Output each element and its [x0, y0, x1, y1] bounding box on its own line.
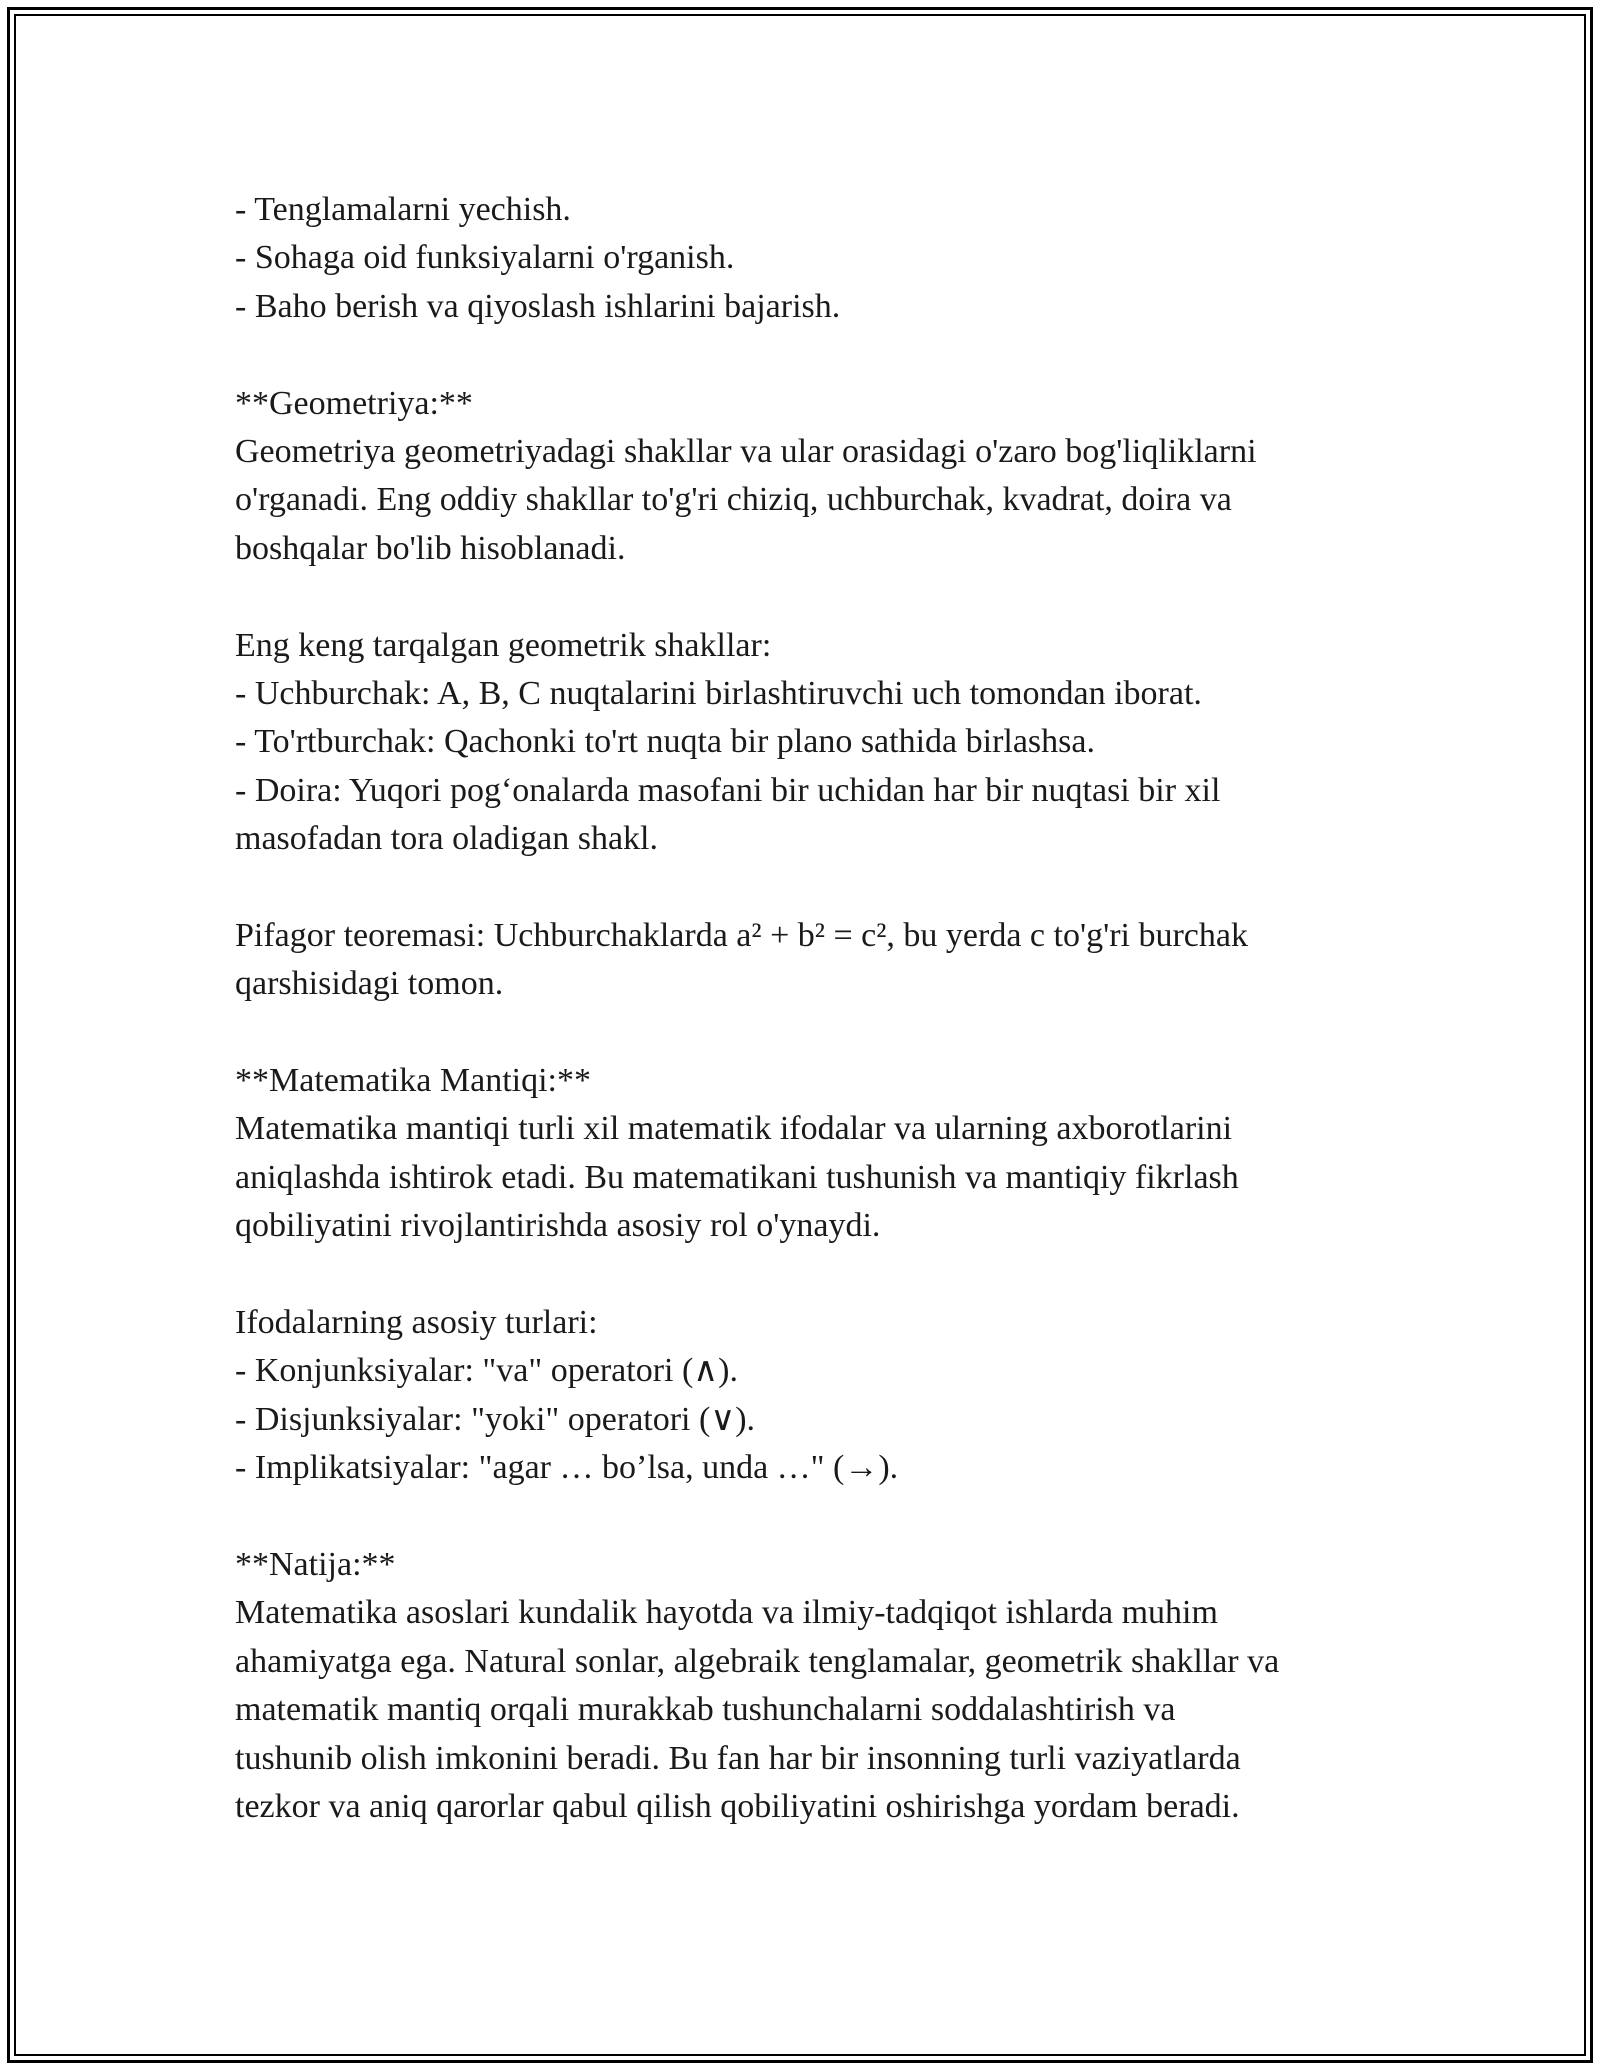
paragraph-line: boshqalar bo'lib hisoblanadi. — [235, 529, 626, 567]
document-body — [235, 186, 1415, 1831]
list-item: - Implikatsiyalar: "agar … bo’lsa, unda …" (→). — [235, 1449, 899, 1487]
list-intro: Eng keng tarqalgan geometrik shakllar: — [235, 626, 772, 664]
paragraph-line: tushunib olish imkonini beradi. Bu fan har bir insonning turli vaziyatlarda — [235, 1739, 1241, 1777]
paragraph-gap — [235, 1251, 1415, 1299]
section-heading-geometriya: **Geometriya:** — [235, 384, 473, 422]
list-item: - To'rtburchak: Qachonki to'rt nuqta bir plano sathida birlashsa. — [235, 723, 1095, 761]
list-item: - Uchburchak: A, B, C nuqtalarini birlashtiruvchi uch tomondan iborat. — [235, 674, 1202, 712]
paragraph-line: aniqlashda ishtirok etadi. Bu matematikani tushunish va mantiqiy fikrlash — [235, 1158, 1239, 1196]
paragraph-gap — [235, 573, 1415, 621]
paragraph-gap — [235, 331, 1415, 379]
paragraph-gap — [235, 863, 1415, 911]
list-item: - Sohaga oid funksiyalarni o'rganish. — [235, 239, 735, 277]
paragraph-line: matematik mantiq orqali murakkab tushunchalarni soddalashtirish va — [235, 1691, 1176, 1729]
paragraph-line: qarshisidagi tomon. — [235, 965, 504, 1003]
paragraph-line: Pifagor teoremasi: Uchburchaklarda a² + b² = c², bu yerda c to'g'ri burchak — [235, 916, 1248, 954]
list-item: - Disjunksiyalar: "yoki" operatori (∨). — [235, 1400, 756, 1438]
paragraph-line: qobiliyatini rivojlantirishda asosiy rol o'ynaydi. — [235, 1207, 881, 1245]
paragraph-gap — [235, 1009, 1415, 1057]
list-item: - Baho berish va qiyoslash ishlarini bajarish. — [235, 287, 841, 325]
paragraph-line: Matematika asoslari kundalik hayotda va ilmiy-tadqiqot ishlarda muhim — [235, 1594, 1218, 1632]
list-item: - Konjunksiyalar: "va" operatori (∧). — [235, 1352, 738, 1390]
section-heading-mantiq: **Matematika Mantiqi:** — [235, 1062, 591, 1100]
list-item-continuation: masofadan tora oladigan shakl. — [235, 820, 658, 858]
section-heading-natija: **Natija:** — [235, 1545, 396, 1583]
list-item: - Doira: Yuqori pog‘onalarda masofani bir uchidan har bir nuqtasi bir xil — [235, 771, 1221, 809]
list-item: - Tenglamalarni yechish. — [235, 191, 571, 228]
paragraph-line: Matematika mantiqi turli xil matematik ifodalar va ularning axborotlarini — [235, 1110, 1233, 1148]
paragraph-line: tezkor va aniq qarorlar qabul qilish qobiliyatini oshirishga yordam beradi. — [235, 1787, 1240, 1825]
paragraph-line: o'rganadi. Eng oddiy shakllar to'g'ri chiziq, uchburchak, kvadrat, doira va — [235, 481, 1232, 519]
list-intro: Ifodalarning asosiy turlari: — [235, 1303, 598, 1341]
paragraph-line: Geometriya geometriyadagi shakllar va ular orasidagi o'zaro bog'liqliklarni — [235, 432, 1257, 470]
paragraph-line: ahamiyatga ega. Natural sonlar, algebraik tenglamalar, geometrik shakllar va — [235, 1642, 1280, 1680]
paragraph-gap — [235, 1493, 1415, 1541]
